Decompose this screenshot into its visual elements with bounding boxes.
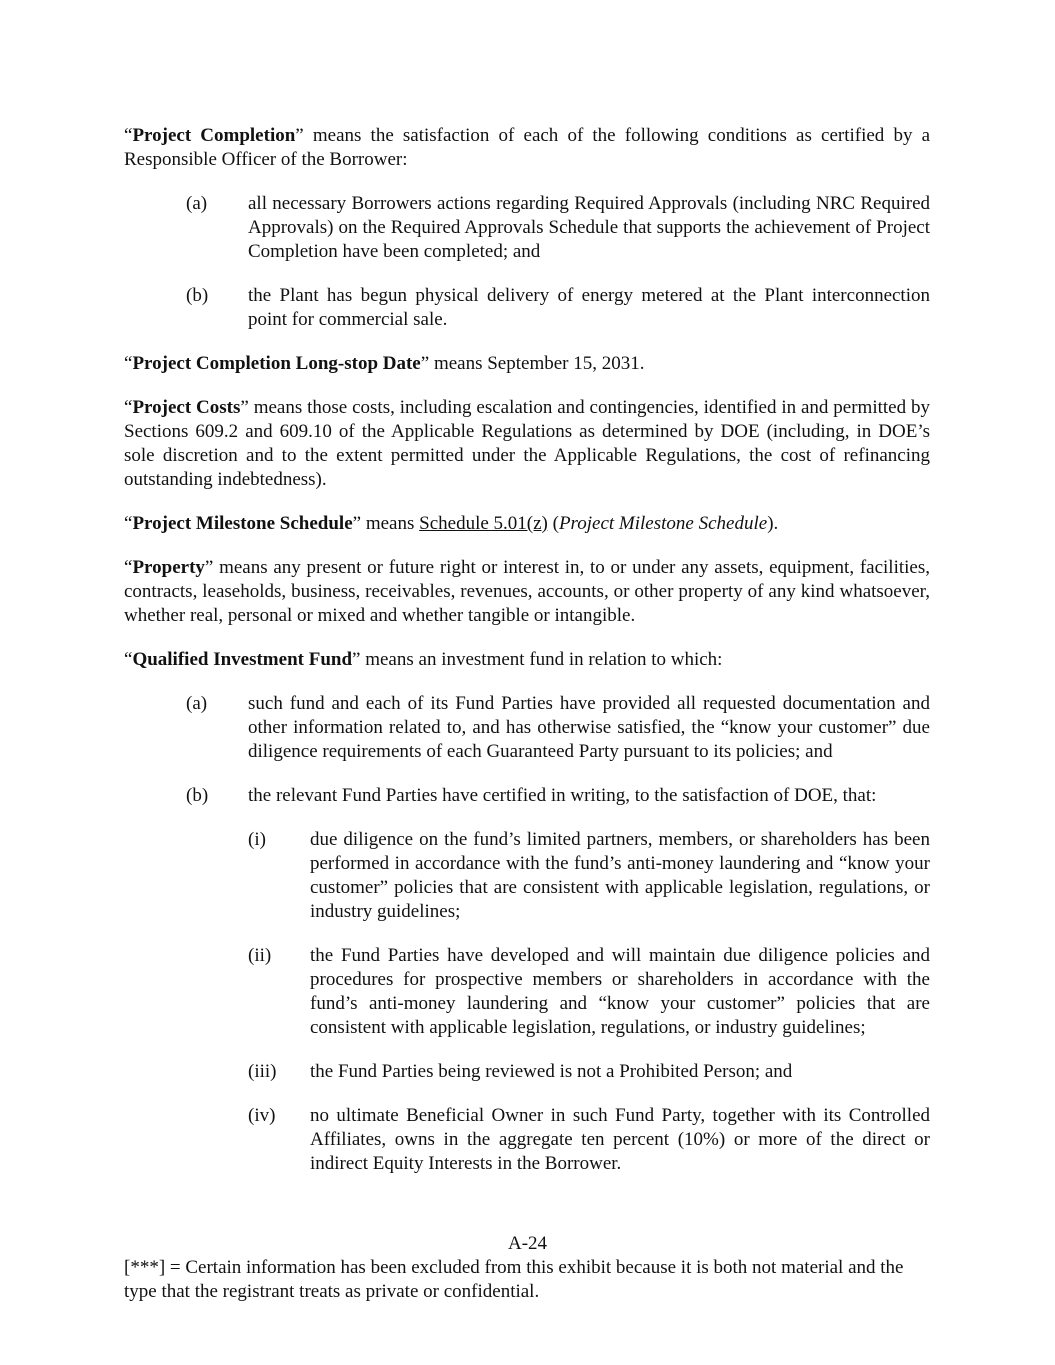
defined-term: Project Costs bbox=[132, 397, 241, 418]
definition-project-completion: “Project Completion” means the satisfaction of each of the following conditions as certified by a Responsible Officer of the Borrower: bbox=[124, 125, 931, 170]
defined-term: Property bbox=[132, 557, 205, 578]
item-label: (a) bbox=[186, 193, 208, 214]
definition-qualified-investment-fund: “Qualified Investment Fund” means an investment fund in relation to which: bbox=[124, 649, 723, 670]
definition-property: “Property” means any present or future right or interest in, to or under any assets, equipment, facilities, contracts, leaseholds, business, receivables, revenues, accounts, or other property of any kind whatsoever, whether real, personal or mixed and whether tangible or intangible. bbox=[124, 557, 930, 626]
list-item bbox=[124, 284, 930, 332]
sub-list-item bbox=[124, 828, 930, 924]
subitem-label: (iii) bbox=[248, 1061, 277, 1082]
sub-list-item bbox=[124, 1104, 930, 1176]
list-item bbox=[124, 192, 930, 264]
item-text: all necessary Borrowers actions regarding Required Approvals (including NRC Required Approvals) on the Required Approvals Schedule that supports the achievement of Project Completion have been completed; and bbox=[248, 193, 930, 262]
list-item bbox=[124, 692, 930, 764]
subitem-text: the Fund Parties have developed and will maintain due diligence policies and procedures for prospective members or shareholders in accordance with the fund’s anti-money laundering and “know your customer” policies that are consistent with applicable legislation, regulations, or industry guidelines; bbox=[310, 945, 930, 1038]
item-label: (a) bbox=[186, 693, 208, 714]
sub-list-item bbox=[124, 944, 930, 1040]
definition-long-stop-date: “Project Completion Long-stop Date” means September 15, 2031. bbox=[124, 353, 645, 374]
schedule-reference: Schedule 5.01(z) bbox=[419, 513, 548, 534]
confidentiality-note: [***] = Certain information has been excluded from this exhibit because it is both not material and the type that the registrant treats as private or confidential. bbox=[124, 1257, 904, 1302]
item-text: the Plant has begun physical delivery of energy metered at the Plant interconnection point for commercial sale. bbox=[248, 285, 930, 330]
schedule-title: Project Milestone Schedule bbox=[558, 513, 768, 534]
subitem-label: (i) bbox=[248, 829, 266, 850]
subitem-label: (ii) bbox=[248, 945, 272, 966]
subitem-text: due diligence on the fund’s limited partners, members, or shareholders has been performed in accordance with the fund’s anti-money laundering and “know your customer” policies that are consistent with applicable legislation, regulations, or industry guidelines; bbox=[310, 829, 930, 922]
defined-term: Project Completion bbox=[132, 125, 296, 146]
subitem-text: the Fund Parties being reviewed is not a Prohibited Person; and bbox=[310, 1061, 793, 1082]
defined-term: Qualified Investment Fund bbox=[132, 649, 353, 670]
item-label: (b) bbox=[186, 285, 209, 306]
subitem-label: (iv) bbox=[248, 1105, 276, 1126]
page-number: A-24 bbox=[507, 1233, 548, 1254]
sub-list-item bbox=[124, 1060, 930, 1084]
definition-project-milestone-schedule: “Project Milestone Schedule” means Schedule 5.01(z) (Project Milestone Schedule). bbox=[124, 513, 779, 534]
document-page bbox=[124, 124, 930, 1196]
subitem-text: no ultimate Beneficial Owner in such Fund Party, together with its Controlled Affiliates, owns in the aggregate ten percent (10%) or more of the direct or indirect Equity Interests in the Borrower. bbox=[310, 1105, 930, 1174]
item-text: such fund and each of its Fund Parties have provided all requested documentation and other information related to, and has otherwise satisfied, the “know your customer” due diligence requirements of each Guaranteed Party pursuant to its policies; and bbox=[248, 693, 930, 762]
item-text: the relevant Fund Parties have certified in writing, to the satisfaction of DOE, that: bbox=[248, 785, 877, 806]
item-label: (b) bbox=[186, 785, 209, 806]
definition-project-costs: “Project Costs” means those costs, including escalation and contingencies, identified in and permitted by Sections 609.2 and 609.10 of the Applicable Regulations as determined by DOE (including, in DOE’s sole discretion and to the extent permitted under the Applicable Regulations, the cost of refinancing outstanding indebtedness). bbox=[124, 397, 930, 490]
defined-term: Project Milestone Schedule bbox=[132, 513, 353, 534]
defined-term: Project Completion Long-stop Date bbox=[132, 353, 421, 374]
list-item bbox=[124, 784, 930, 808]
